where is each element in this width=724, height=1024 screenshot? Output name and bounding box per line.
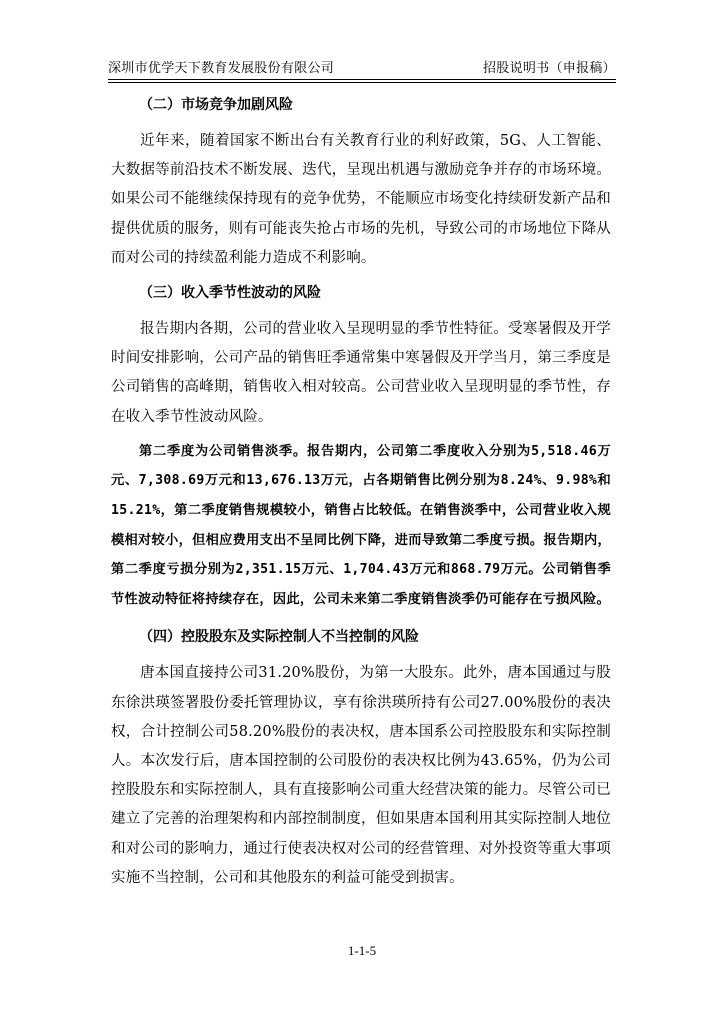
paragraph-seasonality: 报告期内各期，公司的营业收入呈现明显的季节性特征。受寒暑假及开学时间安排影响，公司产品的销售旺季通常集中寒暑假及开学当月，第三季度是公司销售的高峰期，销售收入相对较高。公司营业收入呈现明显的季节性，存在收入季节性波动风险。: [111, 321, 611, 425]
paragraph-seasonality-bold: 第二季度为公司销售淡季。报告期内，公司第二季度收入分别为5,518.46万元、7,308.69万元和13,676.13万元，占各期销售比例分别为8.24%、9.98%和15.21%，第二季度销售规模较小，销售占比较低。在销售淡季中，公司营业收入规模相对较小，但相应费用支出不呈同比例下降，进而导致第二季度亏损。报告期内，第二季度亏损分别为2,351.15万元、1,704.43万元和868.79万元。公司销售季节性波动特征将持续存在，因此，公司未来第二季度销售淡季仍可能存在亏损风险。: [111, 443, 611, 607]
section-title-control: （四）控股股东及实际控制人不当控制的风险: [139, 629, 419, 646]
header-company: 深圳市优学天下教育发展股份有限公司: [108, 61, 335, 76]
section-title-competition: （二）市场竞争加剧风险: [139, 97, 293, 113]
header-rule-thin: [108, 82, 616, 83]
header-doc-type: 招股说明书（申报稿）: [482, 61, 616, 76]
section-title-seasonality: （三）收入季节性波动的风险: [139, 285, 321, 302]
header-rule-thick: [108, 79, 616, 80]
page-number: 1-1-5: [347, 943, 377, 958]
page-header: [108, 57, 616, 79]
paragraph-control: 唐本国直接持公司31.20%股份，为第一大股东。此外，唐本国通过与股东徐洪瑛签署股份委托管理协议，享有徐洪瑛所持有公司27.00%股份的表决权，合计控制公司58.20%股份的表决权，唐本国系公司控股股东和实际控制人。本次发行后，唐本国控制的公司股份的表决权比例为43.65%，仍为公司控股股东和实际控制人，具有直接影响公司重大经营决策的能力。尽管公司已建立了完善的治理架构和内部控制制度，但如果唐本国利用其实际控制人地位和对公司的影响力，通过行使表决权对公司的经营管理、对外投资等重大事项实施不当控制，公司和其他股东的利益可能受到损害。: [111, 665, 611, 886]
document-body: [111, 90, 611, 898]
paragraph-competition: 近年来，随着国家不断出台有关教育行业的利好政策，5G、人工智能、大数据等前沿技术不断发展、迭代，呈现出机遇与激励竞争并存的市场环境。如果公司不能继续保持现有的竞争优势，不能顺应市场变化持续研发新产品和提供优质的服务，则有可能丧失抢占市场的先机，导致公司的市场地位下降从而对公司的持续盈利能力造成不利影响。: [111, 133, 611, 266]
